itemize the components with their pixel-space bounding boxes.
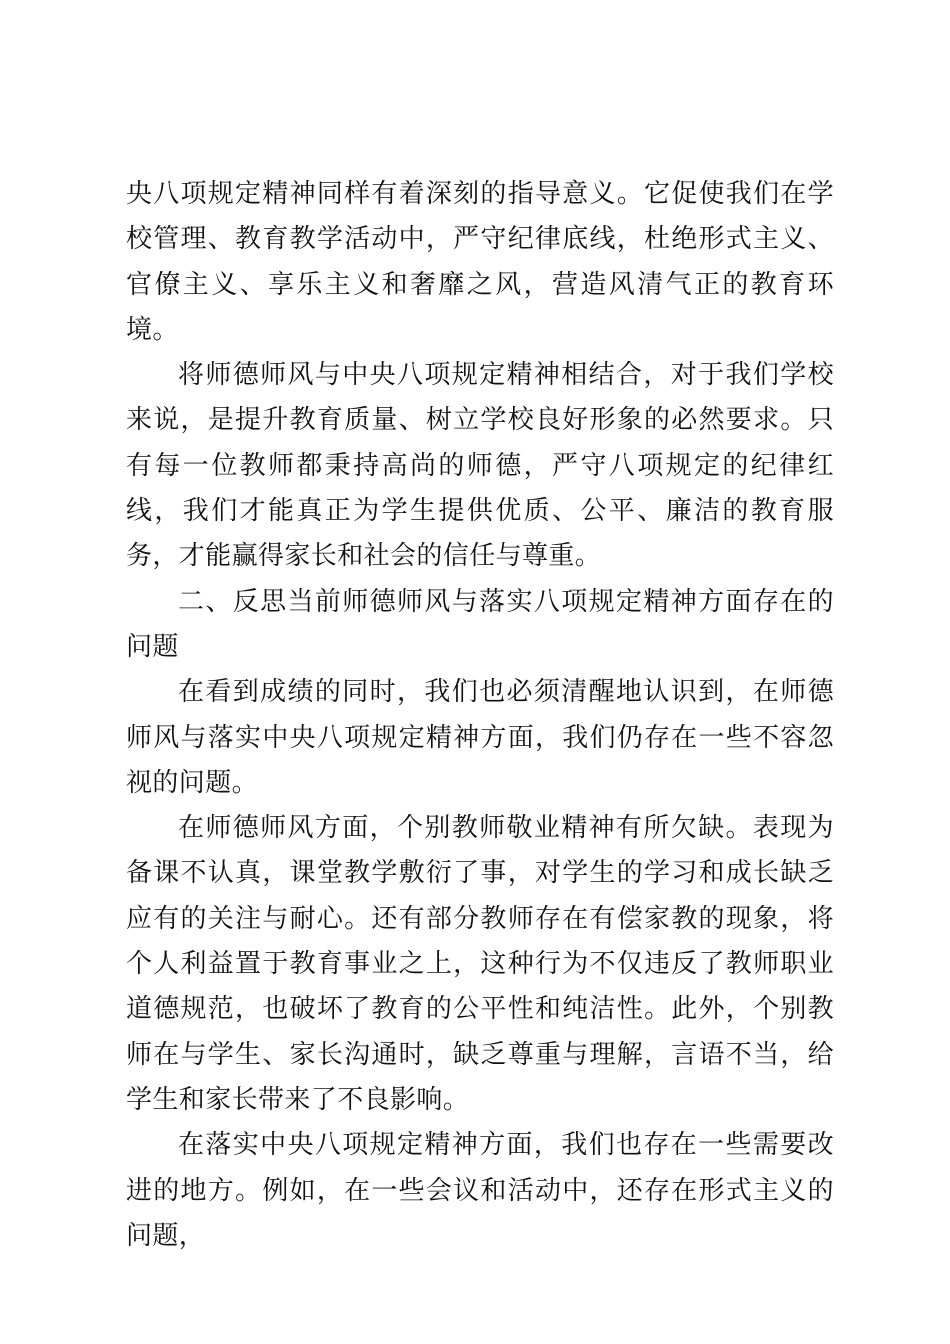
paragraph-continuation: 央八项规定精神同样有着深刻的指导意义。它促使我们在学校管理、教育教学活动中，严守纪律底线，杜绝形式主义、官僚主义、享乐主义和奢靡之风，营造风清气正的教育环境。 — [126, 179, 834, 345]
document-body — [126, 172, 834, 1259]
paragraph-eight-rules-issues: 在落实中央八项规定精神方面，我们也存在一些需要改进的地方。例如，在一些会议和活动中，还存在形式主义的问题， — [126, 1130, 834, 1251]
paragraph-significance: 将师德师风与中央八项规定精神相结合，对于我们学校来说，是提升教育质量、树立学校良好形象的必然要求。只有每一位教师都秉持高尚的师德，严守八项规定的纪律红线，我们才能真正为学生提供优质、公平、廉洁的教育服务，才能赢得家长和社会的信任与尊重。 — [126, 360, 834, 572]
section-heading-reflection: 二、反思当前师德师风与落实八项规定精神方面存在的问题 — [126, 586, 834, 662]
paragraph-awareness: 在看到成绩的同时，我们也必须清醒地认识到，在师德师风与落实中央八项规定精神方面，我们仍存在一些不容忽视的问题。 — [126, 677, 834, 798]
paragraph-teacher-ethics-issues: 在师德师风方面，个别教师敬业精神有所欠缺。表现为备课不认真，课堂教学敷衍了事，对学生的学习和成长缺乏应有的关注与耐心。还有部分教师存在有偿家教的现象，将个人利益置于教育事业之上，这种行为不仅违反了教师职业道德规范，也破坏了教育的公平性和纯洁性。此外，个别教师在与学生、家长沟通时，缺乏尊重与理解，言语不当，给学生和家长带来了不良影响。 — [126, 813, 834, 1115]
